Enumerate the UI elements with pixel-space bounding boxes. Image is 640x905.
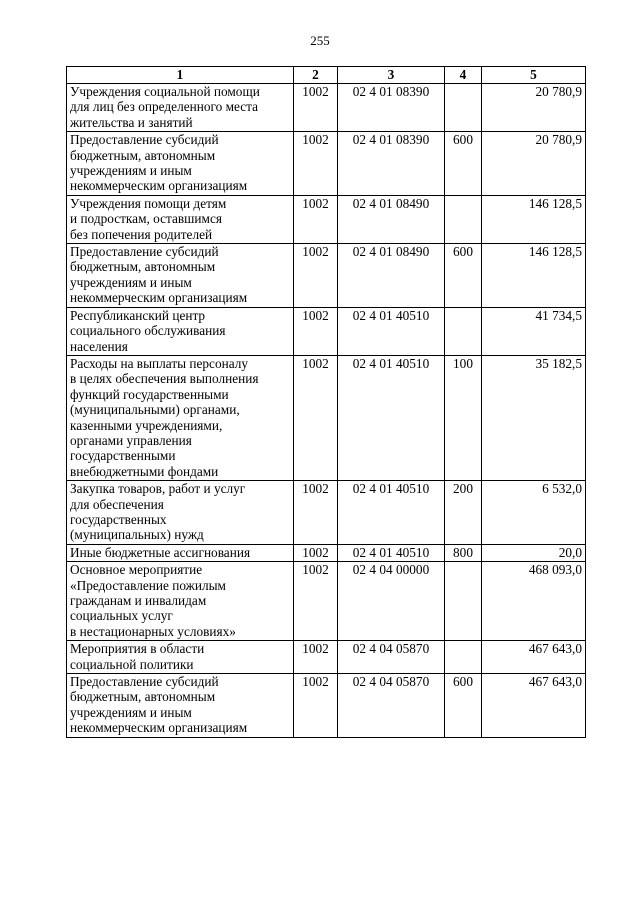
header-col-1: 1 bbox=[67, 67, 294, 84]
cell-expense-type: 200 bbox=[445, 481, 482, 545]
cell-name: Закупка товаров, работ и услуг для обеспечения государственных (муниципальных) нужд bbox=[67, 481, 294, 545]
table-row bbox=[67, 132, 586, 196]
table-row bbox=[67, 544, 586, 561]
cell-target-article: 02 4 04 05870 bbox=[338, 641, 445, 674]
cell-expense-type bbox=[445, 195, 482, 243]
cell-amount: 468 093,0 bbox=[482, 562, 586, 641]
cell-target-article: 02 4 01 08390 bbox=[338, 132, 445, 196]
cell-amount: 467 643,0 bbox=[482, 641, 586, 674]
page-number: 255 bbox=[310, 33, 330, 48]
cell-section: 1002 bbox=[294, 307, 338, 355]
header-col-3: 3 bbox=[338, 67, 445, 84]
cell-target-article: 02 4 01 40510 bbox=[338, 355, 445, 480]
cell-name: Иные бюджетные ассигнования bbox=[67, 544, 294, 561]
cell-amount: 6 532,0 bbox=[482, 481, 586, 545]
cell-name: Основное мероприятие «Предоставление пожилым гражданам и инвалидам социальных услуг в нестационарных условиях» bbox=[67, 562, 294, 641]
cell-target-article: 02 4 01 40510 bbox=[338, 307, 445, 355]
cell-target-article: 02 4 01 40510 bbox=[338, 544, 445, 561]
cell-target-article: 02 4 01 08490 bbox=[338, 195, 445, 243]
header-col-4: 4 bbox=[445, 67, 482, 84]
cell-expense-type: 100 bbox=[445, 355, 482, 480]
cell-expense-type: 600 bbox=[445, 674, 482, 738]
cell-section: 1002 bbox=[294, 562, 338, 641]
cell-name: Мероприятия в области социальной политики bbox=[67, 641, 294, 674]
cell-section: 1002 bbox=[294, 674, 338, 738]
cell-section: 1002 bbox=[294, 641, 338, 674]
table-row bbox=[67, 562, 586, 641]
cell-expense-type bbox=[445, 562, 482, 641]
table-row bbox=[67, 244, 586, 308]
cell-expense-type: 600 bbox=[445, 132, 482, 196]
cell-name: Предоставление субсидий бюджетным, автономным учреждениям и иным некоммерческим организациям bbox=[67, 132, 294, 196]
table-row bbox=[67, 481, 586, 545]
cell-section: 1002 bbox=[294, 544, 338, 561]
cell-section: 1002 bbox=[294, 481, 338, 545]
table-row bbox=[67, 195, 586, 243]
table-row bbox=[67, 307, 586, 355]
table-body bbox=[67, 84, 586, 738]
cell-name: Учреждения социальной помощи для лиц без определенного места жительства и занятий bbox=[67, 84, 294, 132]
table-row bbox=[67, 674, 586, 738]
cell-target-article: 02 4 04 05870 bbox=[338, 674, 445, 738]
cell-name: Расходы на выплаты персоналу в целях обеспечения выполнения функций государственными (муниципальными) органами, казенными учреждениями, органами управления государственными внебюджетными фондами bbox=[67, 355, 294, 480]
cell-amount: 20 780,9 bbox=[482, 132, 586, 196]
cell-target-article: 02 4 01 08390 bbox=[338, 84, 445, 132]
cell-section: 1002 bbox=[294, 355, 338, 480]
cell-name: Предоставление субсидий бюджетным, автономным учреждениям и иным некоммерческим организациям bbox=[67, 674, 294, 738]
cell-expense-type bbox=[445, 84, 482, 132]
cell-name: Республиканский центр социального обслуживания населения bbox=[67, 307, 294, 355]
cell-amount: 41 734,5 bbox=[482, 307, 586, 355]
cell-amount: 20,0 bbox=[482, 544, 586, 561]
table-row bbox=[67, 84, 586, 132]
cell-target-article: 02 4 04 00000 bbox=[338, 562, 445, 641]
cell-amount: 146 128,5 bbox=[482, 195, 586, 243]
cell-section: 1002 bbox=[294, 195, 338, 243]
cell-name: Учреждения помощи детям и подросткам, оставшимся без попечения родителей bbox=[67, 195, 294, 243]
cell-expense-type bbox=[445, 641, 482, 674]
cell-name: Предоставление субсидий бюджетным, автономным учреждениям и иным некоммерческим организациям bbox=[67, 244, 294, 308]
cell-expense-type: 800 bbox=[445, 544, 482, 561]
table-row bbox=[67, 641, 586, 674]
cell-expense-type: 600 bbox=[445, 244, 482, 308]
header-col-5: 5 bbox=[482, 67, 586, 84]
header-row bbox=[67, 67, 586, 84]
cell-amount: 35 182,5 bbox=[482, 355, 586, 480]
cell-section: 1002 bbox=[294, 84, 338, 132]
cell-amount: 20 780,9 bbox=[482, 84, 586, 132]
table-row bbox=[67, 355, 586, 480]
cell-target-article: 02 4 01 40510 bbox=[338, 481, 445, 545]
cell-amount: 146 128,5 bbox=[482, 244, 586, 308]
budget-table bbox=[66, 66, 586, 738]
table-header bbox=[67, 67, 586, 84]
cell-amount: 467 643,0 bbox=[482, 674, 586, 738]
cell-target-article: 02 4 01 08490 bbox=[338, 244, 445, 308]
cell-expense-type bbox=[445, 307, 482, 355]
cell-section: 1002 bbox=[294, 244, 338, 308]
cell-section: 1002 bbox=[294, 132, 338, 196]
header-col-2: 2 bbox=[294, 67, 338, 84]
